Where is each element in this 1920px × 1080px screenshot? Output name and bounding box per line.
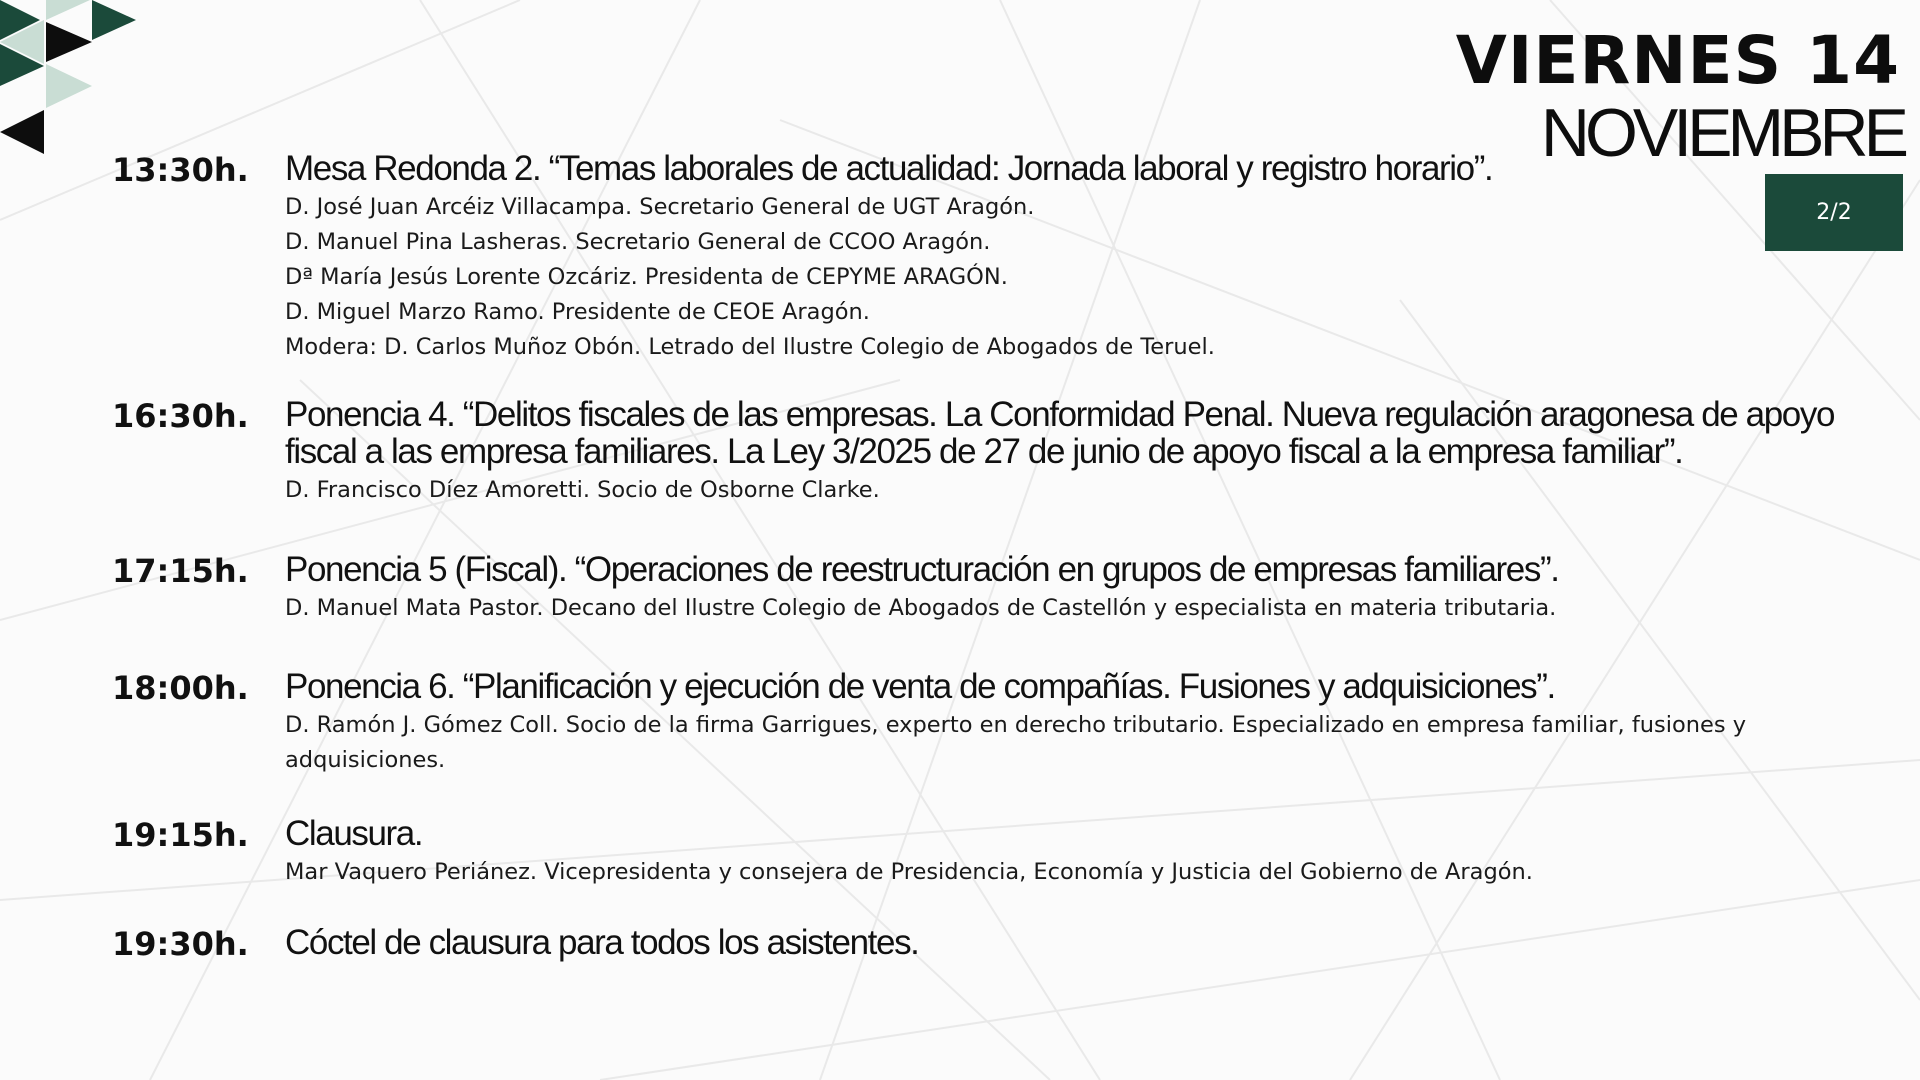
speaker-line: D. Ramón J. Gómez Coll. Socio de la firma Garrigues, experto en derecho tributario. Especializado en empresa familiar, fusiones y adquisiciones. [285, 712, 1747, 773]
entry-title: Ponencia 4. “Delitos fiscales de las empresas. La Conformidad Penal. Nueva regulación aragonesa de apoyo fiscal a las empresa familiares. La Ley 3/2025 de 27 de junio de apoyo fiscal a la empresa familiar”. [285, 395, 1835, 471]
speaker-line: D. Manuel Mata Pastor. Decano del Ilustre Colegio de Abogados de Castellón y especialista en materia tributaria. [285, 595, 1557, 621]
entry-title: Ponencia 5 (Fiscal). “Operaciones de reestructuración en grupos de empresas familiares”. [285, 550, 1559, 589]
entry-title: Cóctel de clausura para todos los asistentes. [285, 923, 919, 962]
day-label: VIERNES 14 [1455, 22, 1900, 99]
month-label: NOVIEMBRE [1540, 95, 1904, 171]
entry-time: 16:30h. [112, 397, 249, 435]
entry-time: 13:30h. [112, 151, 249, 189]
entry-title: Mesa Redonda 2. “Temas laborales de actualidad: Jornada laboral y registro horario”. [285, 149, 1493, 188]
page-number-badge: 2/2 [1765, 174, 1903, 251]
entry-time: 18:00h. [112, 669, 249, 707]
entry-time: 17:15h. [112, 552, 249, 590]
triangle-logo [0, 0, 140, 160]
speaker-line: D. José Juan Arcéiz Villacampa. Secretario General de UGT Aragón. [285, 194, 1035, 220]
entry-time: 19:30h. [112, 925, 249, 963]
entry-time: 19:15h. [112, 816, 249, 854]
speaker-line: D. Francisco Díez Amoretti. Socio de Osborne Clarke. [285, 477, 880, 503]
speaker-line: D. Miguel Marzo Ramo. Presidente de CEOE Aragón. [285, 299, 870, 325]
speaker-line: Dª María Jesús Lorente Ozcáriz. Presidenta de CEPYME ARAGÓN. [285, 264, 1008, 290]
entry-speakers [285, 591, 1845, 626]
date-header [1455, 22, 1904, 171]
entry-speakers [285, 473, 1845, 508]
speaker-line: D. Manuel Pina Lasheras. Secretario General de CCOO Aragón. [285, 229, 991, 255]
entry-speakers [285, 855, 1845, 890]
entry-speakers [285, 190, 1845, 365]
speaker-line: Mar Vaquero Periánez. Vicepresidenta y consejera de Presidencia, Economía y Justicia del Gobierno de Aragón. [285, 859, 1533, 885]
speaker-line: Modera: D. Carlos Muñoz Obón. Letrado del Ilustre Colegio de Abogados de Teruel. [285, 334, 1215, 360]
entry-speakers [285, 708, 1845, 778]
entry-title: Ponencia 6. “Planificación y ejecución de venta de compañías. Fusiones y adquisiciones”. [285, 667, 1555, 706]
entry-title: Clausura. [285, 814, 423, 853]
